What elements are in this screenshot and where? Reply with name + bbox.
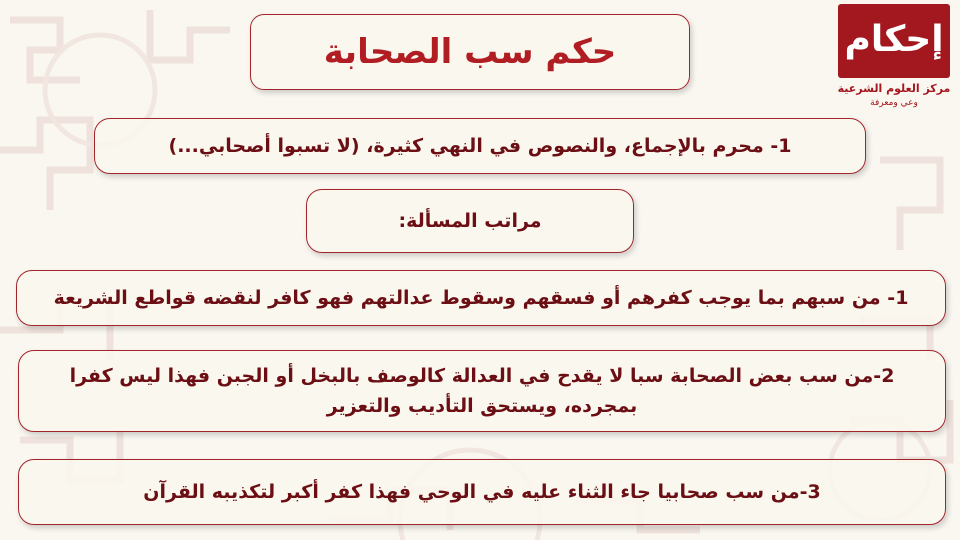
level-1-box xyxy=(16,270,946,326)
page-title: حكم سب الصحابة xyxy=(323,32,617,72)
subheading-text: مراتب المسألة: xyxy=(398,210,542,232)
level-2-text: 2-من سب بعض الصحابة سبا لا يقدح في العدالة كالوصف بالبخل أو الجبن فهذا ليس كفرا بمجرده، ويستحق التأديب والتعزير xyxy=(69,365,895,417)
brand-logo xyxy=(834,4,954,116)
level-3-text: 3-من سب صحابيا جاء الثناء عليه في الوحي فهذا كفر أكبر لتكذيبه القرآن xyxy=(143,481,821,503)
logo-tagline: مركز العلوم الشرعية xyxy=(837,82,951,95)
logo-wordmark: إحكام xyxy=(844,19,944,60)
logo-subtagline: وعي ومعرفة xyxy=(870,98,918,108)
ruling-point-text: 1- محرم بالإجماع، والنصوص في النهي كثيرة، (لا تسبوا أصحابي...) xyxy=(168,135,792,157)
level-1-text: 1- من سبهم بما يوجب كفرهم أو فسقهم وسقوط عدالتهم فهو كافر لنقضه قواطع الشريعة xyxy=(53,287,909,309)
title-box xyxy=(250,14,690,90)
subheading-box xyxy=(306,189,634,253)
level-2-box xyxy=(18,350,946,432)
level-3-box xyxy=(18,459,946,525)
ruling-point-box xyxy=(94,118,866,174)
